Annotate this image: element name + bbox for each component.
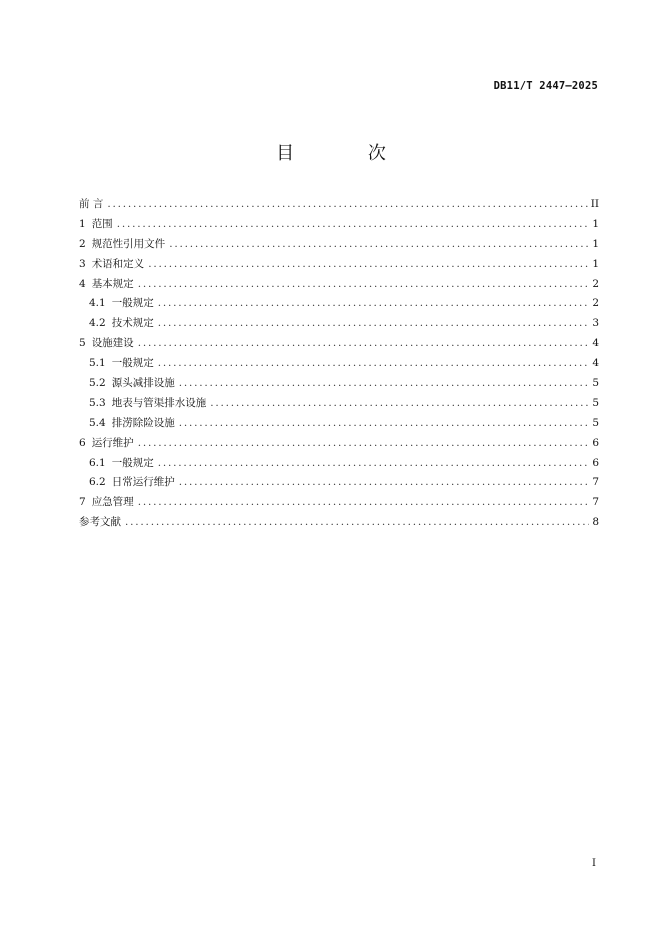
- toc-entry[interactable]: [79, 294, 599, 314]
- toc-entry-label: 术语和定义: [91, 257, 145, 270]
- toc-entry-page: 3: [592, 317, 599, 330]
- toc-entry-label: 运行维护: [91, 436, 134, 449]
- toc-entry-label: 前 言: [79, 198, 104, 210]
- toc-entry[interactable]: [79, 354, 599, 374]
- toc-entry[interactable]: [79, 473, 599, 493]
- toc-entry[interactable]: [79, 454, 599, 474]
- document-code: DB11/T 2447—2025: [493, 80, 598, 92]
- toc-entry-page: 7: [592, 476, 599, 489]
- toc-entry-page: 5: [592, 377, 599, 390]
- toc-dot-leader: [125, 513, 589, 533]
- toc-entry[interactable]: [79, 215, 599, 235]
- toc-dot-leader: [138, 275, 590, 295]
- toc-entry-number: 5.1: [89, 357, 106, 370]
- page-number: I: [592, 858, 596, 869]
- toc-entry[interactable]: [79, 374, 599, 394]
- toc-entry[interactable]: [79, 235, 599, 255]
- toc-dot-leader: [210, 394, 589, 414]
- toc-entry-number: 2: [79, 237, 86, 250]
- toc-entry[interactable]: [79, 493, 599, 513]
- toc-dot-leader: [179, 473, 590, 493]
- table-of-contents: [79, 195, 599, 533]
- toc-entry-page: 6: [592, 436, 599, 449]
- toc-entry-number: 4.1: [89, 297, 106, 310]
- toc-dot-leader: [169, 235, 589, 255]
- toc-entry-page: 2: [592, 297, 599, 310]
- toc-entry-label: 地表与管渠排水设施: [111, 396, 207, 409]
- toc-entry[interactable]: [79, 255, 599, 275]
- toc-entry[interactable]: [79, 275, 599, 295]
- toc-entry-number: 7: [79, 496, 86, 509]
- toc-dot-leader: [138, 493, 590, 513]
- toc-entry-label: 一般规定: [111, 456, 154, 469]
- toc-dot-leader: [117, 215, 590, 235]
- toc-entry-page: 5: [592, 416, 599, 429]
- toc-dot-leader: [138, 434, 590, 454]
- toc-entry-number: 5: [79, 337, 86, 350]
- toc-entry-label: 范围: [91, 217, 113, 230]
- toc-entry-label: 技术规定: [111, 317, 154, 330]
- toc-dot-leader: [138, 334, 590, 354]
- toc-entry[interactable]: [79, 513, 599, 533]
- toc-entry-label: 一般规定: [111, 297, 154, 310]
- toc-entry-number: 3: [79, 257, 86, 270]
- toc-entry-number: 5.3: [89, 396, 106, 409]
- toc-entry[interactable]: [79, 314, 599, 334]
- toc-entry-page: 6: [592, 456, 599, 469]
- toc-entry-page: 1: [592, 237, 599, 250]
- toc-dot-leader: [148, 255, 589, 275]
- toc-entry-page: 4: [592, 337, 599, 350]
- toc-entry-number: 1: [79, 217, 86, 230]
- toc-dot-leader: [158, 314, 590, 334]
- toc-entry-page: 5: [592, 396, 599, 409]
- toc-entry-label: 基本规定: [91, 277, 134, 290]
- toc-entry-number: 4.2: [89, 317, 106, 330]
- toc-entry-label: 设施建设: [91, 337, 134, 350]
- toc-entry-number: 5.4: [89, 416, 106, 429]
- toc-dot-leader: [158, 294, 590, 314]
- toc-dot-leader: [179, 414, 590, 434]
- toc-entry-label: 参考文献: [79, 516, 121, 529]
- toc-title: 目 次: [276, 143, 420, 164]
- toc-entry-page: 8: [592, 516, 599, 529]
- toc-entry-page: 2: [592, 277, 599, 290]
- toc-entry-label: 应急管理: [91, 496, 134, 509]
- toc-entry[interactable]: [79, 414, 599, 434]
- toc-entry-label: 一般规定: [111, 357, 154, 370]
- toc-entry[interactable]: [79, 334, 599, 354]
- toc-entry[interactable]: [79, 394, 599, 414]
- toc-dot-leader: [158, 454, 590, 474]
- toc-entry-number: 6.1: [89, 456, 106, 469]
- toc-entry-page: 1: [592, 257, 599, 270]
- toc-entry-label: 排涝除险设施: [111, 416, 175, 429]
- toc-dot-leader: [179, 374, 590, 394]
- toc-entry-page: 7: [592, 496, 599, 509]
- toc-dot-leader: [107, 195, 587, 215]
- toc-entry-label: 规范性引用文件: [91, 237, 166, 250]
- toc-entry[interactable]: [79, 195, 599, 215]
- toc-dot-leader: [158, 354, 590, 374]
- toc-entry-number: 6.2: [89, 476, 106, 489]
- toc-entry-label: 日常运行维护: [111, 476, 175, 489]
- toc-entry-label: 源头减排设施: [111, 377, 175, 390]
- toc-entry-number: 5.2: [89, 377, 106, 390]
- toc-entry-number: 4: [79, 277, 86, 290]
- toc-entry[interactable]: [79, 434, 599, 454]
- toc-entry-number: 6: [79, 436, 86, 449]
- toc-entry-page: 1: [592, 217, 599, 230]
- toc-entry-page: II: [590, 198, 599, 210]
- toc-entry-page: 4: [592, 357, 599, 370]
